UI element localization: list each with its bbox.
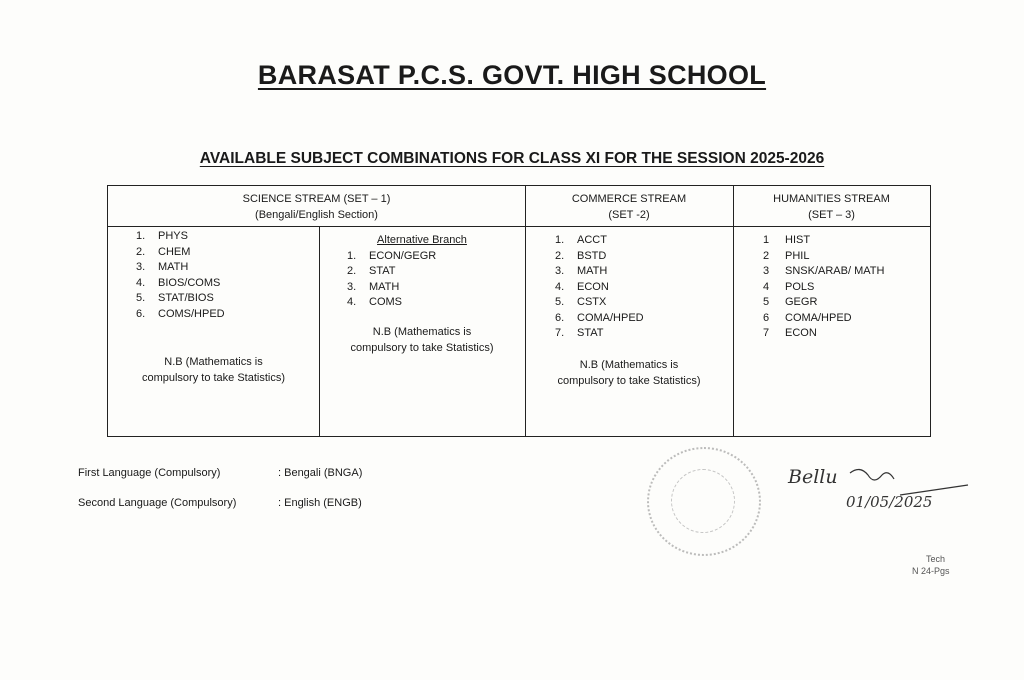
list-item: 2. STAT [347, 265, 396, 277]
list-item: 1. ECON/GEGR [347, 249, 437, 262]
list-item: 5. STAT/BIOS [136, 292, 214, 304]
humanities-title: HUMANITIES STREAM [773, 193, 890, 205]
list-item: 6. COMS/HPED [136, 307, 225, 320]
signature-scribble [780, 455, 980, 525]
second-language-value: : English (ENGB) [278, 497, 362, 509]
list-item: 2. CHEM [136, 245, 191, 258]
list-item: 7. STAT [555, 327, 604, 339]
list-item: 3. MATH [136, 261, 189, 273]
list-item: 1 HIST [763, 234, 811, 246]
list-item: 1. ACCT [555, 234, 607, 246]
humanities-header [733, 191, 930, 223]
school-seal-stamp [647, 447, 761, 556]
humanities-list [763, 233, 928, 342]
school-name: BARASAT P.C.S. GOVT. HIGH SCHOOL [257, 60, 767, 90]
science-title: SCIENCE STREAM (SET – 1) [242, 193, 391, 205]
list-item: 6 COMA/HPED [763, 311, 852, 324]
list-item: 4. BIOS/COMS [136, 276, 221, 289]
signature-date: 01/05/2025 [846, 493, 933, 511]
list-item: 1. PHYS [136, 230, 188, 242]
page-subtitle: AVAILABLE SUBJECT COMBINATIONS FOR CLASS XI FOR THE SESSION 2025-2026 [199, 150, 825, 167]
commerce-title: COMMERCE STREAM [571, 193, 687, 205]
first-language-value: : Bengali (BNGA) [278, 467, 363, 479]
science-section: (Bengali/English Section) [255, 209, 378, 221]
commerce-humanities-divider [733, 186, 734, 436]
commerce-header [525, 191, 733, 223]
list-item: 6. COMA/HPED [555, 311, 644, 324]
science-main-list [136, 229, 316, 322]
commerce-list [555, 233, 725, 342]
list-item: 2. BSTD [555, 249, 607, 262]
signature-name: Bellu [788, 466, 838, 488]
commerce-set: (SET -2) [608, 209, 650, 221]
stamp-text: Tech N 24-Pgs [912, 554, 950, 576]
seal-emblem [671, 469, 735, 533]
list-item: 3 SNSK/ARAB/ MATH [763, 265, 885, 277]
list-item: 4. ECON [555, 280, 609, 293]
science-header [108, 191, 525, 223]
list-item: 4 POLS [763, 280, 815, 293]
first-language-label: First Language (Compulsory) [78, 467, 221, 479]
list-item: 5. CSTX [555, 296, 607, 308]
humanities-set: (SET – 3) [808, 209, 855, 221]
list-item: 7 ECON [763, 327, 817, 339]
science-alt-note: N.B (Mathematics is compulsory to take Statistics) [350, 326, 494, 354]
commerce-note: N.B (Mathematics is compulsory to take Statistics) [557, 359, 701, 387]
alternative-branch-heading: Alternative Branch [377, 234, 467, 246]
list-item: 3. MATH [555, 265, 608, 277]
second-language-row [78, 497, 362, 509]
list-item: 5 GEGR [763, 296, 818, 308]
first-language-row [78, 467, 362, 479]
science-note: N.B (Mathematics is compulsory to take Statistics) [141, 356, 286, 384]
header-divider [108, 226, 930, 227]
list-item: 2 PHIL [763, 249, 810, 262]
list-item: 3. MATH [347, 280, 400, 293]
science-alt-block [319, 233, 525, 311]
headmaster-signature [780, 455, 980, 530]
second-language-label: Second Language (Compulsory) [78, 497, 237, 509]
list-item: 4. COMS [347, 296, 402, 308]
subject-combination-table [107, 185, 931, 437]
science-commerce-divider [525, 186, 526, 436]
